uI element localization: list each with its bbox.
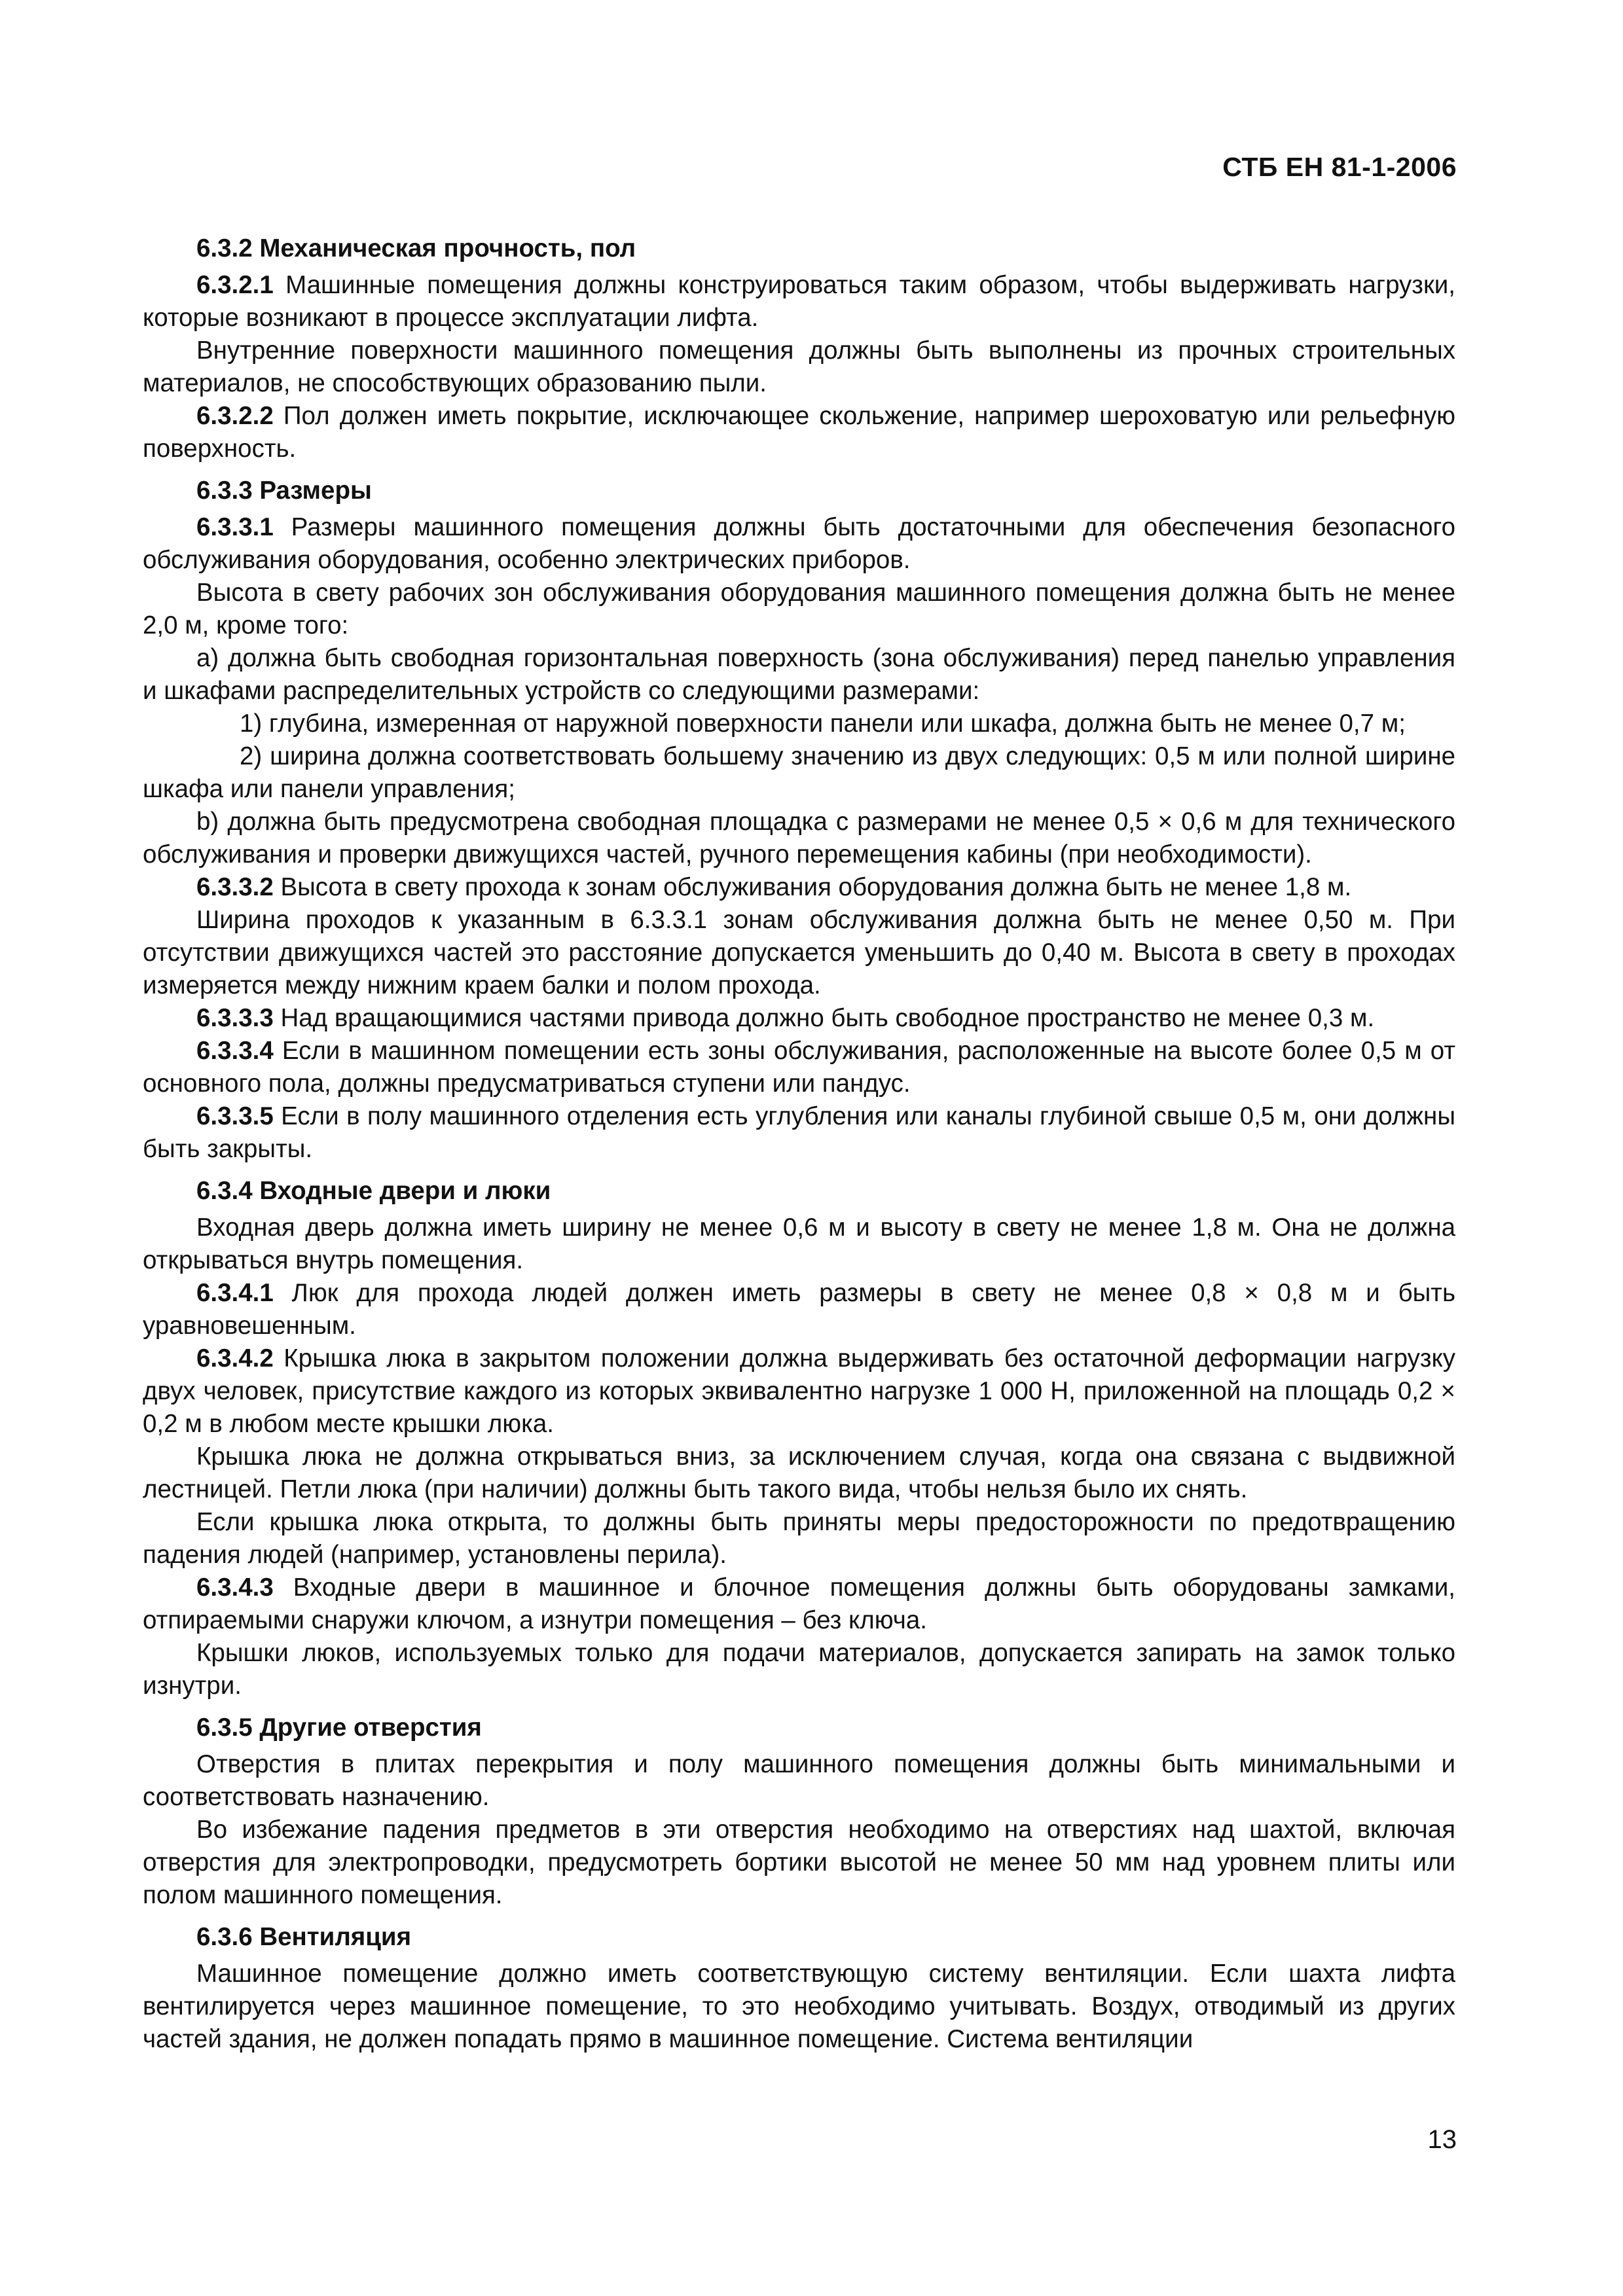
paragraph [143,511,1455,577]
section-heading: 6.3.5 Другие отверстия [196,1713,482,1742]
paragraph-text: Если в полу машинного отделения есть углубления или каналы глубиной свыше 0,5 м, они должны быть закрыты. [143,1102,1455,1163]
clause-number: 6.3.4.3 [196,1573,274,1602]
list-item [143,642,1455,708]
paragraph-text: 1) глубина, измеренная от наружной поверхности панели или шкафа, должна быть не менее 0,7 м; [240,709,1406,738]
paragraph-text: b) должна быть предусмотрена свободная площадка с размерами не менее 0,5 × 0,6 м для технического обслуживания и проверки движущихся частей, ручного перемещения кабины (при необходимости). [143,808,1455,869]
paragraph [143,904,1455,1002]
paragraph [143,1342,1455,1441]
clause-number: 6.3.3.5 [196,1102,274,1130]
page-content [143,232,1455,2056]
clause-number: 6.3.3.1 [196,513,274,541]
list-subitem [143,740,1455,806]
paragraph [143,1035,1455,1100]
clause-number: 6.3.3.2 [196,873,274,901]
clause-number: 6.3.3.4 [196,1037,274,1065]
paragraph-text: а) должна быть свободная горизонтальная поверхность (зона обслуживания) перед панелью управления и шкафами распределительных устройств со следующими размерами: [143,644,1455,705]
paragraph-text: Пол должен иметь покрытие, исключающее скольжение, например шероховатую или рельефную поверхность. [143,402,1455,463]
paragraph [143,400,1455,465]
clause-number: 6.3.3.3 [196,1004,274,1032]
paragraph-text: Отверстия в плитах перекрытия и полу машинного помещения должны быть минимальными и соответствовать назначению. [143,1750,1455,1811]
paragraph [143,1002,1455,1035]
clause-number: 6.3.4.1 [196,1279,274,1307]
page-number: 13 [1427,2125,1457,2154]
paragraph-text: Входные двери в машинное и блочное помещения должны быть оборудованы замками, отпираемыми снаружи ключом, а изнутри помещения – без ключа. [143,1573,1455,1634]
paragraph [143,269,1455,334]
paragraph-text: Крышка люка не должна открываться вниз, за исключением случая, когда она связана с выдвижной лестницей. Петли люка (при наличии) должны быть такого вида, чтобы нельзя было их снять. [143,1443,1455,1503]
paragraph [143,1277,1455,1342]
paragraph [143,1441,1455,1506]
paragraph-text: Машинные помещения должны конструироваться таким образом, чтобы выдерживать нагрузки, которые возникают в процессе эксплуатации лифта. [143,271,1455,332]
paragraph-text: Люк для прохода людей должен иметь размеры в свету не менее 0,8 × 0,8 м и быть уравновешенным. [143,1279,1455,1340]
clause-number: 6.3.2.2 [196,402,274,430]
section-heading: 6.3.6 Вентиляция [196,1923,412,1951]
paragraph-text: Размеры машинного помещения должны быть достаточными для обеспечения безопасного обслуживания оборудования, особенно электрических приборов. [143,513,1455,574]
paragraph-text: Крышки люков, используемых только для подачи материалов, допускается запирать на замок только изнутри. [143,1639,1455,1700]
paragraph-text: Крышка люка в закрытом положении должна выдерживать без остаточной деформации нагрузку двух человек, присутствие каждого из которых эквивалентно нагрузке 1 000 Н, приложенной на площадь 0,2 × 0,2 м в любом месте крышки люка. [143,1344,1455,1438]
paragraph [143,871,1455,904]
section-heading: 6.3.3 Размеры [196,476,372,505]
paragraph-text: Во избежание падения предметов в эти отверстия необходимо на отверстиях над шахтой, включая отверстия для электропроводки, предусмотреть бортики высотой не менее 50 мм над уровнем плиты или полом машинного помещения. [143,1816,1455,1909]
section-heading: 6.3.4 Входные двери и люки [196,1177,551,1205]
paragraph-text: 2) ширина должна соответствовать большему значению из двух следующих: 0,5 м или полной ширине шкафа или панели управления; [143,742,1455,803]
paragraph [143,577,1455,642]
paragraph-text: Высота в свету прохода к зонам обслуживания оборудования должна быть не менее 1,8 м. [273,873,1352,901]
paragraph [143,1748,1455,1814]
paragraph-text: Если в машинном помещении есть зоны обслуживания, расположенные на высоте более 0,5 м от основного пола, должны предусматриваться ступени или пандус. [143,1037,1455,1098]
paragraph [143,1506,1455,1571]
clause-number: 6.3.4.2 [196,1344,274,1372]
paragraph [143,1211,1455,1277]
list-subitem [143,708,1455,740]
paragraph [143,1958,1455,2056]
paragraph [143,1637,1455,1702]
paragraph-text: Входная дверь должна иметь ширину не менее 0,6 м и высоту в свету не менее 1,8 м. Она не должна открываться внутрь помещения. [143,1213,1455,1274]
clause-number: 6.3.2.1 [196,271,274,299]
paragraph-text: Внутренние поверхности машинного помещения должны быть выполнены из прочных строительных материалов, не способствующих образованию пыли. [143,336,1455,397]
standard-code: СТБ ЕН 81-1-2006 [1222,152,1457,182]
paragraph-text: Ширина проходов к указанным в 6.3.3.1 зонам обслуживания должна быть не менее 0,50 м. При отсутствии движущихся частей это расстояние допускается уменьшить до 0,40 м. Высота в свету в проходах измеряется между нижним краем балки и полом прохода. [143,906,1455,999]
paragraph-text: Машинное помещение должно иметь соответствующую систему вентиляции. Если шахта лифта вентилируется через машинное помещение, то это необходимо учитывать. Воздух, отводимый из других частей здания, не должен попадать прямо в машинное помещение. Система вентиляции [143,1960,1455,2053]
list-item [143,806,1455,871]
section-heading: 6.3.2 Механическая прочность, пол [196,234,636,262]
paragraph [143,334,1455,400]
paragraph [143,1814,1455,1912]
paragraph-text: Если крышка люка открыта, то должны быть приняты меры предосторожности по предотвращению падения людей (например, установлены перила). [143,1508,1455,1569]
paragraph [143,1571,1455,1637]
paragraph-text: Высота в свету рабочих зон обслуживания оборудования машинного помещения должна быть не менее 2,0 м, кроме того: [143,579,1455,639]
paragraph [143,1100,1455,1166]
paragraph-text: Над вращающимися частями привода должно быть свободное пространство не менее 0,3 м. [273,1004,1375,1032]
